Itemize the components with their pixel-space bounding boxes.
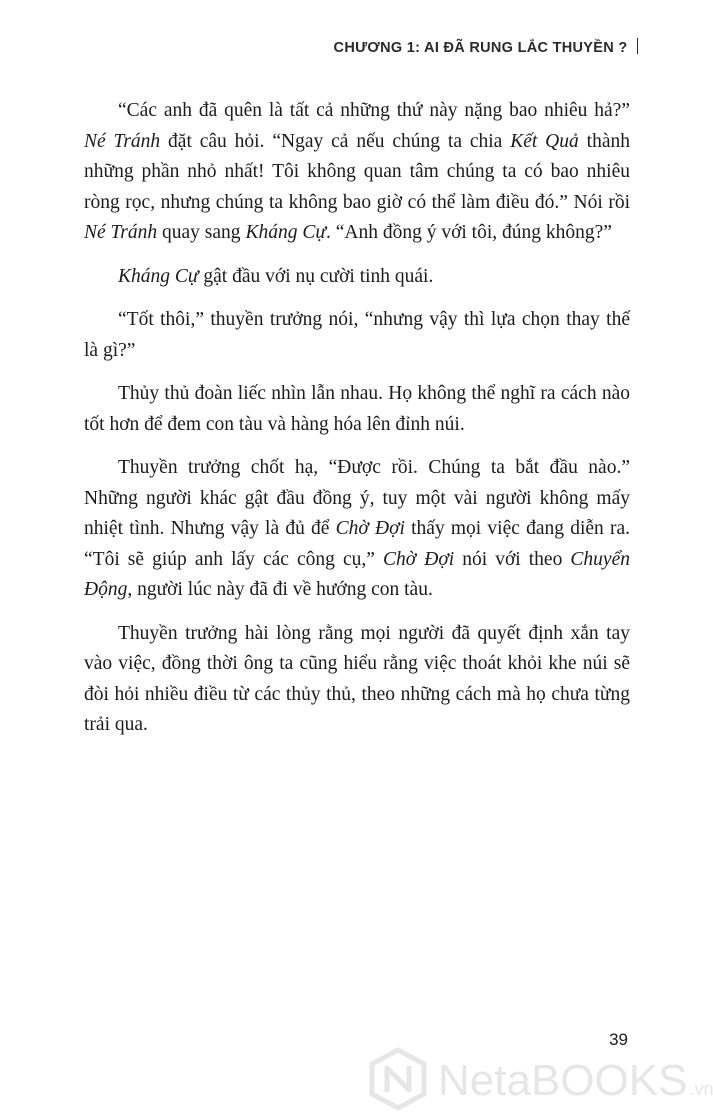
character-name: Chuyển Động	[84, 548, 630, 600]
paragraph-6: Thuyền trưởng hài lòng rằng mọi người đã quyết định xắn tay vào việc, đồng thời ông ta cũng hiểu rằng việc thoát khỏi khe núi sẽ đòi hỏi nhiều điều từ các thủy thủ, theo những cách mà họ chưa từng trải qua.	[84, 622, 630, 735]
paragraph-4: Thủy thủ đoàn liếc nhìn lẫn nhau. Họ không thể nghĩ ra cách nào tốt hơn để đem con tàu và hàng hóa lên đỉnh núi.	[84, 383, 630, 435]
watermark-domain: .vn	[689, 1079, 713, 1099]
page-body	[84, 96, 630, 754]
header-divider	[637, 38, 639, 54]
page-number: 39	[609, 1030, 628, 1049]
paragraph-1: “Các anh đã quên là tất cả những thứ này nặng bao nhiêu hả?” Né Tránh đặt câu hỏi. “Ngay cả nếu chúng ta chia Kết Quả thành những phần nhỏ nhất! Tôi không quan tâm chúng ta có bao nhiêu ròng rọc, nhưng chúng ta không bao giờ có thể làm điều đó.” Nói rồi Né Tránh quay sang Kháng Cự. “Anh đồng ý với tôi, đúng không?”	[84, 100, 630, 243]
character-name: Kháng Cự	[118, 265, 199, 287]
n-hexagon-logo-icon	[368, 1048, 428, 1110]
chapter-title: CHƯƠNG 1: AI ĐÃ RUNG LẮC THUYỀN ?	[333, 40, 628, 56]
running-header	[334, 38, 638, 56]
paragraph-3: “Tốt thôi,” thuyền trưởng nói, “nhưng vậy thì lựa chọn thay thế là gì?”	[84, 309, 630, 361]
character-name: Chờ Đợi	[383, 548, 455, 570]
book-term: Kết Quả	[510, 130, 579, 152]
publisher-watermark	[368, 1044, 713, 1114]
paragraph-2: Kháng Cự gật đầu với nụ cười tinh quái.	[118, 265, 434, 287]
watermark-brand: NetaBOOKS .vn	[438, 1056, 713, 1105]
character-name: Né Tránh	[84, 130, 161, 152]
character-name: Né Tránh	[84, 222, 158, 243]
character-name: Chờ Đợi	[335, 518, 405, 539]
character-name: Kháng Cự	[245, 222, 326, 243]
paragraph-5: Thuyền trưởng chốt hạ, “Được rồi. Chúng ta bắt đầu nào.” Những người khác gật đầu đồng ý, tuy một vài người không mấy nhiệt tình. Nhưng vậy là đủ để Chờ Đợi thấy mọi việc đang diễn ra. “Tôi sẽ giúp anh lấy các công cụ,” Chờ Đợi nói với theo Chuyển Động, người lúc này đã đi về hướng con tàu.	[84, 457, 631, 600]
